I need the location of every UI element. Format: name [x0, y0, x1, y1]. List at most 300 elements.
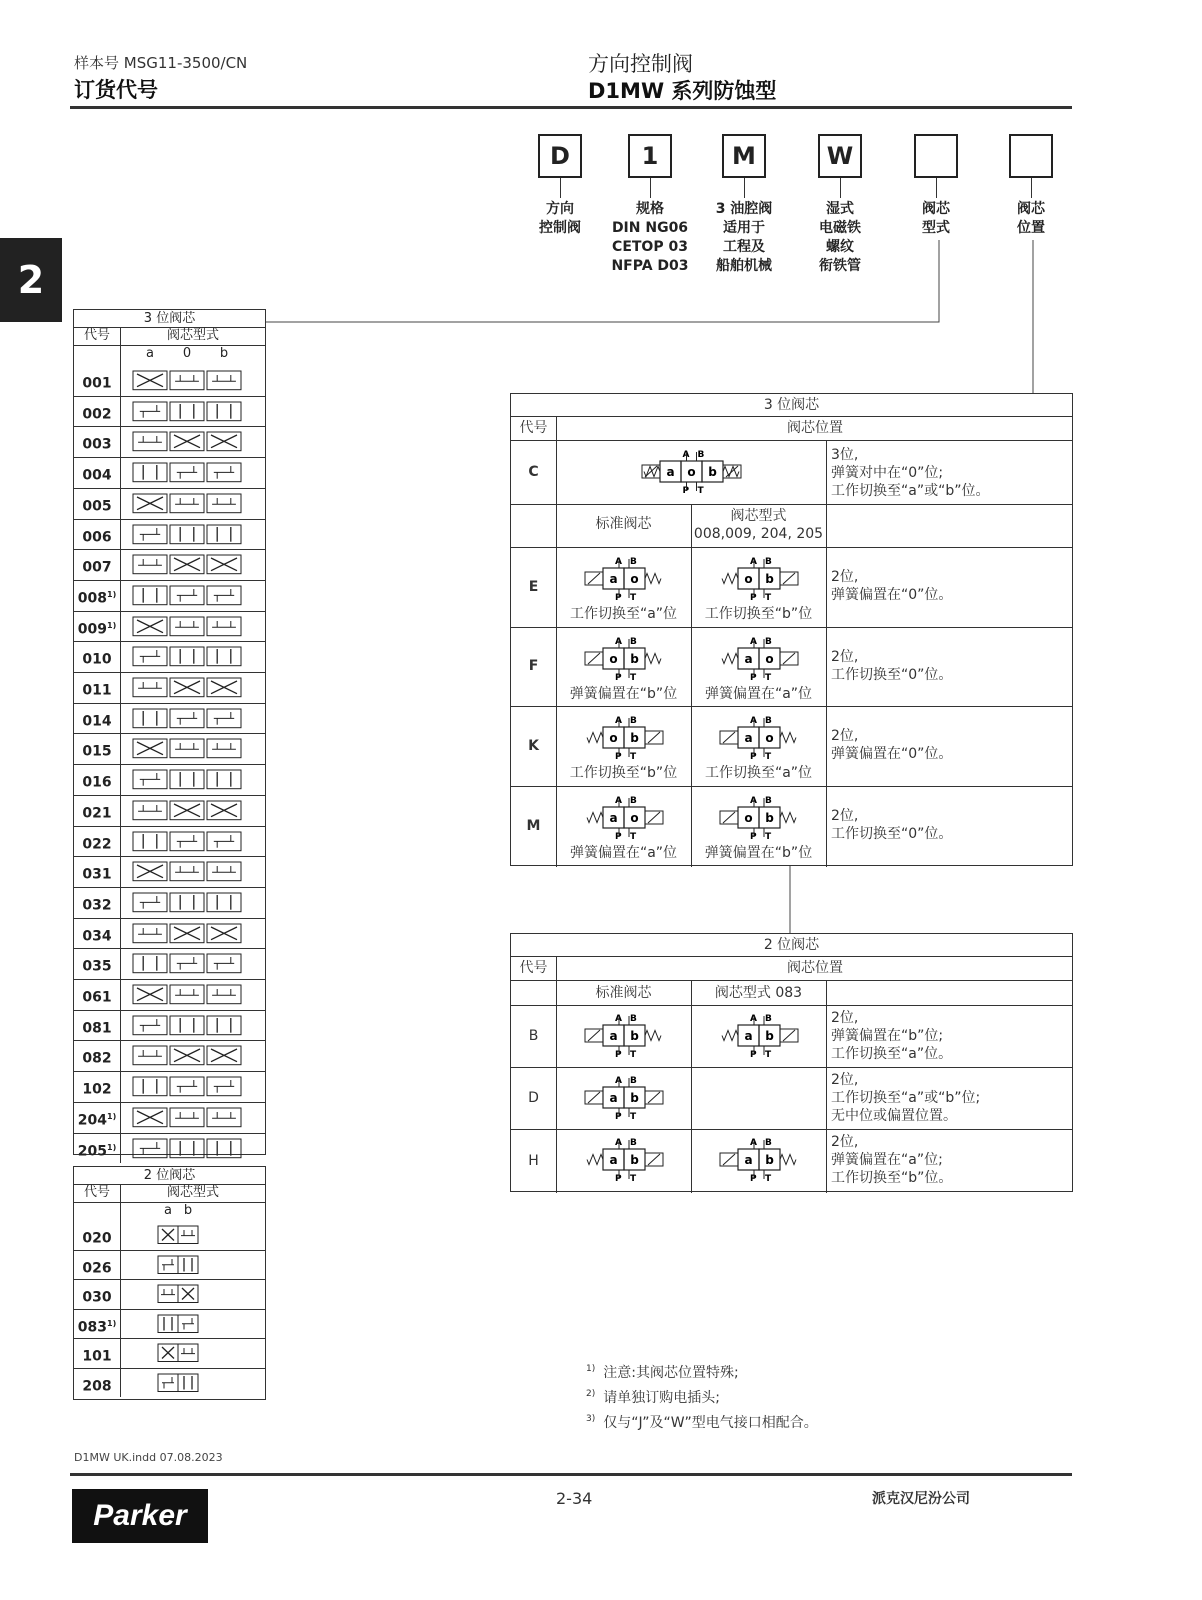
envelope-letter: a: [608, 811, 618, 825]
valve-symbol: [571, 791, 677, 845]
valve-symbol: [706, 791, 812, 845]
footnote-mark: 3): [586, 1414, 596, 1425]
solenoid: [648, 1092, 660, 1103]
position-code: M: [526, 818, 541, 834]
port-label: B: [629, 1014, 637, 1024]
spool-envelope: [207, 862, 241, 881]
spool-envelope: [207, 1108, 241, 1127]
envelope-letter: o: [743, 572, 753, 586]
order-box-caption: 3 油腔阀 适用于 工程及 船舶机械: [715, 201, 773, 274]
spool-code-text: 021: [82, 805, 112, 822]
spool-envelope: [133, 1046, 167, 1065]
spool-code: [74, 488, 120, 519]
spool-code: [74, 1102, 120, 1133]
spring: [645, 1031, 661, 1041]
footnote-text: 仅与“J”及“W”型电气接口相配合。: [603, 1415, 818, 1431]
position-desc: 2位, 工作切换至“0”位。: [831, 649, 953, 683]
port-label: P: [749, 1050, 757, 1060]
port-label: A: [749, 796, 757, 806]
spool-symbol: [121, 366, 266, 395]
position-desc: 2位, 弹簧偏置在“0”位。: [831, 569, 953, 603]
port-label: A: [614, 637, 622, 647]
rule: [511, 1005, 1072, 1006]
spool-code: [74, 948, 120, 979]
spool-envelope: [207, 985, 241, 1004]
spool-symbol: [121, 458, 266, 487]
spool-envelope: [207, 371, 241, 390]
spool-envelope: [207, 1139, 241, 1158]
port-label: T: [629, 1174, 636, 1184]
spool-symbol: [121, 427, 266, 456]
footnote: [586, 1412, 818, 1432]
spool-symbol: [121, 1310, 266, 1338]
spool-envelope: [170, 985, 204, 1004]
spool-note: 1): [107, 620, 117, 630]
right-caption: 弹簧偏置在“b”位: [704, 845, 813, 861]
spool-code-text: 030: [82, 1289, 112, 1306]
spool-envelope: [170, 739, 204, 758]
spool-code: [74, 641, 120, 672]
rule: [511, 706, 1072, 707]
footnote-mark: 2): [586, 1389, 596, 1400]
port-label: P: [614, 1050, 622, 1060]
spool-symbol: [121, 612, 266, 641]
spool-code-text: 035: [82, 958, 112, 975]
solenoid: [648, 812, 660, 823]
port-label: P: [614, 673, 622, 683]
pos2-table: [510, 933, 1073, 1192]
port-label: P: [614, 593, 622, 603]
spool-code-text: 001: [82, 375, 112, 392]
spool-envelope: [170, 893, 204, 912]
port-label: B: [764, 1014, 772, 1024]
spool-code: [74, 887, 120, 918]
spool-envelope: [133, 801, 167, 820]
valve-symbol: [706, 632, 812, 686]
envelope-letter: a: [743, 1153, 753, 1167]
spool-code-text: 006: [82, 529, 112, 546]
spool-code: [74, 1368, 120, 1398]
spool-symbol: [121, 765, 266, 794]
port-label: T: [629, 1112, 636, 1122]
envelope-letter: b: [629, 652, 639, 666]
spool-symbol: [121, 1041, 266, 1070]
spool-code-text: 015: [82, 744, 112, 761]
order-box-caption: 方向 控制阀: [539, 201, 581, 236]
spool-envelope: [133, 832, 167, 851]
spool-symbol: [121, 1072, 266, 1101]
spool-symbol: [121, 1339, 266, 1367]
spool-envelope: [170, 402, 204, 421]
col-code-header: 代号: [83, 1185, 110, 1200]
col-code-header: 代号: [519, 960, 548, 976]
footnote-text: 注意:其阀芯位置特殊;: [603, 1365, 739, 1381]
solenoid: [588, 1092, 600, 1103]
position-desc: 2位, 工作切换至“0”位。: [831, 808, 953, 842]
spool-envelope: [207, 494, 241, 513]
spool-code: [74, 795, 120, 826]
position-label: 0: [182, 346, 192, 361]
spool-code: [74, 1010, 120, 1041]
spool-code-text: 082: [82, 1051, 112, 1068]
spool-symbol: [121, 919, 266, 948]
spool-code: [74, 1338, 120, 1368]
port-label: T: [629, 832, 636, 842]
envelope-letter: a: [743, 652, 753, 666]
spool-code: [74, 979, 120, 1010]
spool-code-text: 061: [82, 989, 112, 1006]
spool-note: 1): [107, 1111, 117, 1121]
spool-symbol: [121, 581, 266, 610]
port-label: T: [764, 593, 771, 603]
spool-code-text: 005: [82, 498, 112, 515]
spring: [644, 467, 660, 477]
col-code-header: 代号: [519, 420, 548, 436]
valve-symbol: [571, 1133, 677, 1187]
port-label: T: [764, 1050, 771, 1060]
spool-code-text: 081: [82, 1020, 112, 1037]
port-label: B: [764, 1138, 772, 1148]
solenoid: [648, 1154, 660, 1165]
port-label: P: [682, 486, 689, 496]
spool-code: [74, 672, 120, 703]
order-box-3: M: [722, 134, 766, 178]
spring: [722, 1031, 738, 1041]
spool-code: [74, 826, 120, 857]
spring: [780, 733, 796, 743]
valve-symbol: [571, 1071, 677, 1125]
spring: [780, 813, 796, 823]
spring: [587, 733, 603, 743]
valve-symbol: [706, 552, 812, 606]
spool-symbol: [121, 734, 266, 763]
file-info: D1MW UK.indd 07.08.2023: [74, 1451, 223, 1464]
spool-symbol: [121, 888, 266, 917]
envelope-letter: b: [764, 572, 774, 586]
order-box-1: D: [538, 134, 582, 178]
solenoid: [648, 732, 660, 743]
spool-code: [74, 703, 120, 734]
rule: [511, 786, 1072, 787]
spring: [587, 1155, 603, 1165]
spool-code-text: 011: [82, 682, 112, 699]
right-caption: 工作切换至“b”位: [704, 606, 813, 622]
spool-envelope: [178, 1226, 198, 1244]
table-title: 3 位阀芯: [143, 311, 196, 326]
spool-code: [74, 733, 120, 764]
col-type-header: 阀芯型式: [166, 1185, 219, 1200]
solenoid: [588, 653, 600, 664]
left-caption: 弹簧偏置在“a”位: [569, 845, 678, 861]
rule: [511, 547, 1072, 548]
spring: [723, 467, 739, 477]
spool-symbol: [121, 1369, 266, 1397]
port-label: T: [629, 673, 636, 683]
page-number: 2-34: [556, 1489, 593, 1508]
valve-symbol: [571, 1009, 677, 1063]
spool-envelope: [170, 371, 204, 390]
port-label: B: [764, 557, 772, 567]
spool-envelope: [170, 647, 204, 666]
order-box-caption: 阀芯 位置: [1017, 201, 1045, 236]
port-label: B: [629, 1076, 637, 1086]
rule: [511, 440, 1072, 441]
port-label: B: [629, 557, 637, 567]
spool-symbol: [121, 1251, 266, 1279]
port-label: T: [629, 593, 636, 603]
port-label: A: [749, 557, 757, 567]
rule: [74, 345, 265, 346]
spool-code: [74, 1133, 120, 1164]
port-label: A: [614, 1014, 622, 1024]
envelope-letter: a: [608, 1153, 618, 1167]
order-box-caption: 湿式 电磁铁 螺纹 衔铁管: [819, 201, 861, 274]
port-label: A: [614, 716, 622, 726]
position-code: D: [528, 1090, 539, 1106]
spool-code: [74, 519, 120, 550]
valve-symbol: [571, 632, 677, 686]
solenoid: [723, 1154, 735, 1165]
spool-code: [74, 1040, 120, 1071]
spool-envelope: [178, 1256, 198, 1274]
envelope-letter: o: [686, 465, 696, 479]
spool-code: [74, 580, 120, 611]
envelope-letter: b: [764, 1029, 774, 1043]
footnote: [586, 1387, 720, 1407]
envelope-letter: b: [764, 1153, 774, 1167]
spool2-table: [73, 1166, 266, 1400]
spool-envelope: [133, 586, 167, 605]
envelope-letter: a: [665, 465, 675, 479]
valve-symbol: [571, 711, 677, 765]
port-label: A: [749, 1138, 757, 1148]
footnote-text: 请单独订购电插头;: [603, 1390, 720, 1406]
spool-symbol: [121, 520, 266, 549]
envelope-letter: o: [629, 811, 639, 825]
envelope-letter: b: [629, 1029, 639, 1043]
spool-envelope: [207, 525, 241, 544]
spool-symbol: [121, 642, 266, 671]
col-type-header: 阀芯型式: [166, 328, 219, 343]
left-caption: 工作切换至“b”位: [569, 765, 678, 781]
spool-envelope: [133, 678, 167, 697]
envelope-letter: o: [764, 652, 774, 666]
spool-code: [74, 764, 120, 795]
envelope-letter: b: [629, 1091, 639, 1105]
spool-code-text: 101: [82, 1348, 112, 1365]
valve-symbol: [706, 1133, 812, 1187]
rule: [511, 1129, 1072, 1130]
solenoid: [783, 573, 795, 584]
spring: [587, 813, 603, 823]
position-label: b: [219, 346, 229, 361]
table-title: 2 位阀芯: [763, 937, 820, 953]
solenoid: [588, 573, 600, 584]
spool-symbol: [121, 673, 266, 702]
spool-symbol: [121, 796, 266, 825]
valve-symbol: [706, 711, 812, 765]
port-label: T: [764, 1174, 771, 1184]
spool-envelope: [207, 893, 241, 912]
spool-code: [74, 611, 120, 642]
rule: [511, 980, 1072, 981]
port-label: P: [614, 832, 622, 842]
rule: [511, 504, 1072, 505]
spool-envelope: [158, 1285, 178, 1303]
spool-code-text: 083: [77, 1319, 107, 1336]
col-pos-header: 阀芯位置: [787, 960, 843, 976]
spool-envelope: [170, 1139, 204, 1158]
spool-note: 1): [107, 1142, 117, 1152]
company-name: 派克汉尼汾公司: [872, 1491, 970, 1507]
left-caption: 弹簧偏置在“b”位: [569, 686, 678, 702]
spool-code-text: 205: [77, 1143, 107, 1160]
order-box-caption: 阀芯 型式: [922, 201, 950, 236]
spool-code-text: 102: [82, 1081, 112, 1098]
spool-code-text: 003: [82, 437, 112, 454]
position-code: H: [528, 1153, 539, 1169]
spring: [780, 1155, 796, 1165]
left-caption: 工作切换至“a”位: [569, 606, 678, 622]
spool-envelope: [170, 494, 204, 513]
position-label: a: [146, 346, 154, 361]
port-label: P: [749, 752, 757, 762]
port-label: A: [614, 796, 622, 806]
sub-header-std: 标准阀芯: [595, 516, 652, 532]
envelope-letter: b: [629, 731, 639, 745]
port-label: A: [614, 557, 622, 567]
col-divider: [826, 980, 827, 1193]
spool-symbol: [121, 550, 266, 579]
spool-symbol: [121, 1221, 266, 1249]
rule: [511, 1067, 1072, 1068]
port-label: A: [614, 1076, 622, 1086]
spool-envelope: [133, 1077, 167, 1096]
order-box-caption: 规格 DIN NG06 CETOP 03 NFPA D03: [611, 201, 689, 274]
spool-code-text: 002: [82, 406, 112, 423]
spool-symbol: [121, 489, 266, 518]
port-label: P: [614, 1112, 622, 1122]
port-label: T: [764, 673, 771, 683]
position-desc: 2位, 弹簧偏置在“a”位; 工作切换至“b”位。: [831, 1134, 953, 1186]
spool-envelope: [170, 1108, 204, 1127]
port-label: T: [629, 752, 636, 762]
position-code: F: [528, 658, 539, 674]
spool-envelope: [133, 954, 167, 973]
port-label: A: [682, 450, 689, 460]
order-box-4: W: [818, 134, 862, 178]
position-label: a: [164, 1203, 172, 1218]
spool-note: 1): [107, 1318, 117, 1328]
spool-envelope: [207, 617, 241, 636]
spool-envelope: [133, 709, 167, 728]
spool-symbol: [121, 1280, 266, 1308]
port-label: A: [614, 1138, 622, 1148]
col-divider: [556, 416, 557, 867]
spool-envelope: [170, 617, 204, 636]
position-code: B: [528, 1028, 539, 1044]
spool-code-text: 016: [82, 774, 112, 791]
port-label: A: [749, 1014, 757, 1024]
right-caption: 弹簧偏置在“a”位: [704, 686, 813, 702]
envelope-letter: a: [743, 731, 753, 745]
spool-envelope: [207, 739, 241, 758]
pos3-table: [510, 393, 1073, 866]
spool-code-text: 031: [82, 866, 112, 883]
port-label: B: [629, 716, 637, 726]
spool-code-text: 020: [82, 1230, 112, 1247]
solenoid: [723, 732, 735, 743]
spool-symbol: [121, 1134, 266, 1163]
sub-header-std: 标准阀芯: [595, 985, 652, 1001]
port-label: B: [697, 450, 704, 460]
col-divider: [826, 440, 827, 867]
solenoid: [723, 812, 735, 823]
spool-code: [74, 396, 120, 427]
port-label: P: [614, 752, 622, 762]
spool-code: [74, 365, 120, 396]
table-title: 3 位阀芯: [763, 397, 820, 413]
port-label: P: [749, 1174, 757, 1184]
position-desc: 2位, 弹簧偏置在“b”位; 工作切换至“a”位。: [831, 1010, 953, 1062]
port-label: B: [764, 716, 772, 726]
footer-rule: [70, 1473, 1072, 1476]
envelope-letter: a: [743, 1029, 753, 1043]
port-label: B: [764, 637, 772, 647]
rule: [511, 416, 1072, 417]
envelope-letter: o: [764, 731, 774, 745]
spool-envelope: [158, 1315, 178, 1333]
spool-code-text: 208: [82, 1378, 112, 1395]
solenoid: [588, 1030, 600, 1041]
rule: [511, 956, 1072, 957]
port-label: P: [749, 593, 757, 603]
position-desc: 2位, 弹簧偏置在“0”位。: [831, 728, 953, 762]
port-label: A: [749, 637, 757, 647]
order-box-2: 1: [628, 134, 672, 178]
spool-symbol: [121, 980, 266, 1009]
chapter-tab: 2: [0, 238, 62, 322]
footnote: [586, 1362, 739, 1382]
valve-symbol: [628, 445, 755, 499]
spool-symbol: [121, 949, 266, 978]
port-label: T: [764, 752, 771, 762]
port-label: T: [629, 1050, 636, 1060]
spool-code: [74, 1309, 120, 1339]
spool-envelope: [133, 924, 167, 943]
spool-code: [74, 549, 120, 580]
sub-header-type: 阀芯型式 008,009, 204, 205: [693, 508, 824, 542]
page-title: 方向控制阀: [588, 52, 693, 76]
spool-note: 1): [107, 589, 117, 599]
spool-envelope: [207, 402, 241, 421]
spool-envelope: [133, 555, 167, 574]
spool-code-text: 009: [77, 621, 107, 638]
spool-code: [74, 1220, 120, 1250]
port-label: T: [764, 832, 771, 842]
spool-envelope: [170, 862, 204, 881]
port-label: B: [629, 1138, 637, 1148]
spool-code: [74, 1279, 120, 1309]
spool-symbol: [121, 397, 266, 426]
spool-symbol: [121, 704, 266, 733]
col-pos-header: 阀芯位置: [787, 420, 843, 436]
spool-code-text: 032: [82, 897, 112, 914]
spool-symbol: [121, 1011, 266, 1040]
spool-envelope: [207, 1016, 241, 1035]
spool-envelope: [133, 463, 167, 482]
col-divider: [691, 980, 692, 1193]
